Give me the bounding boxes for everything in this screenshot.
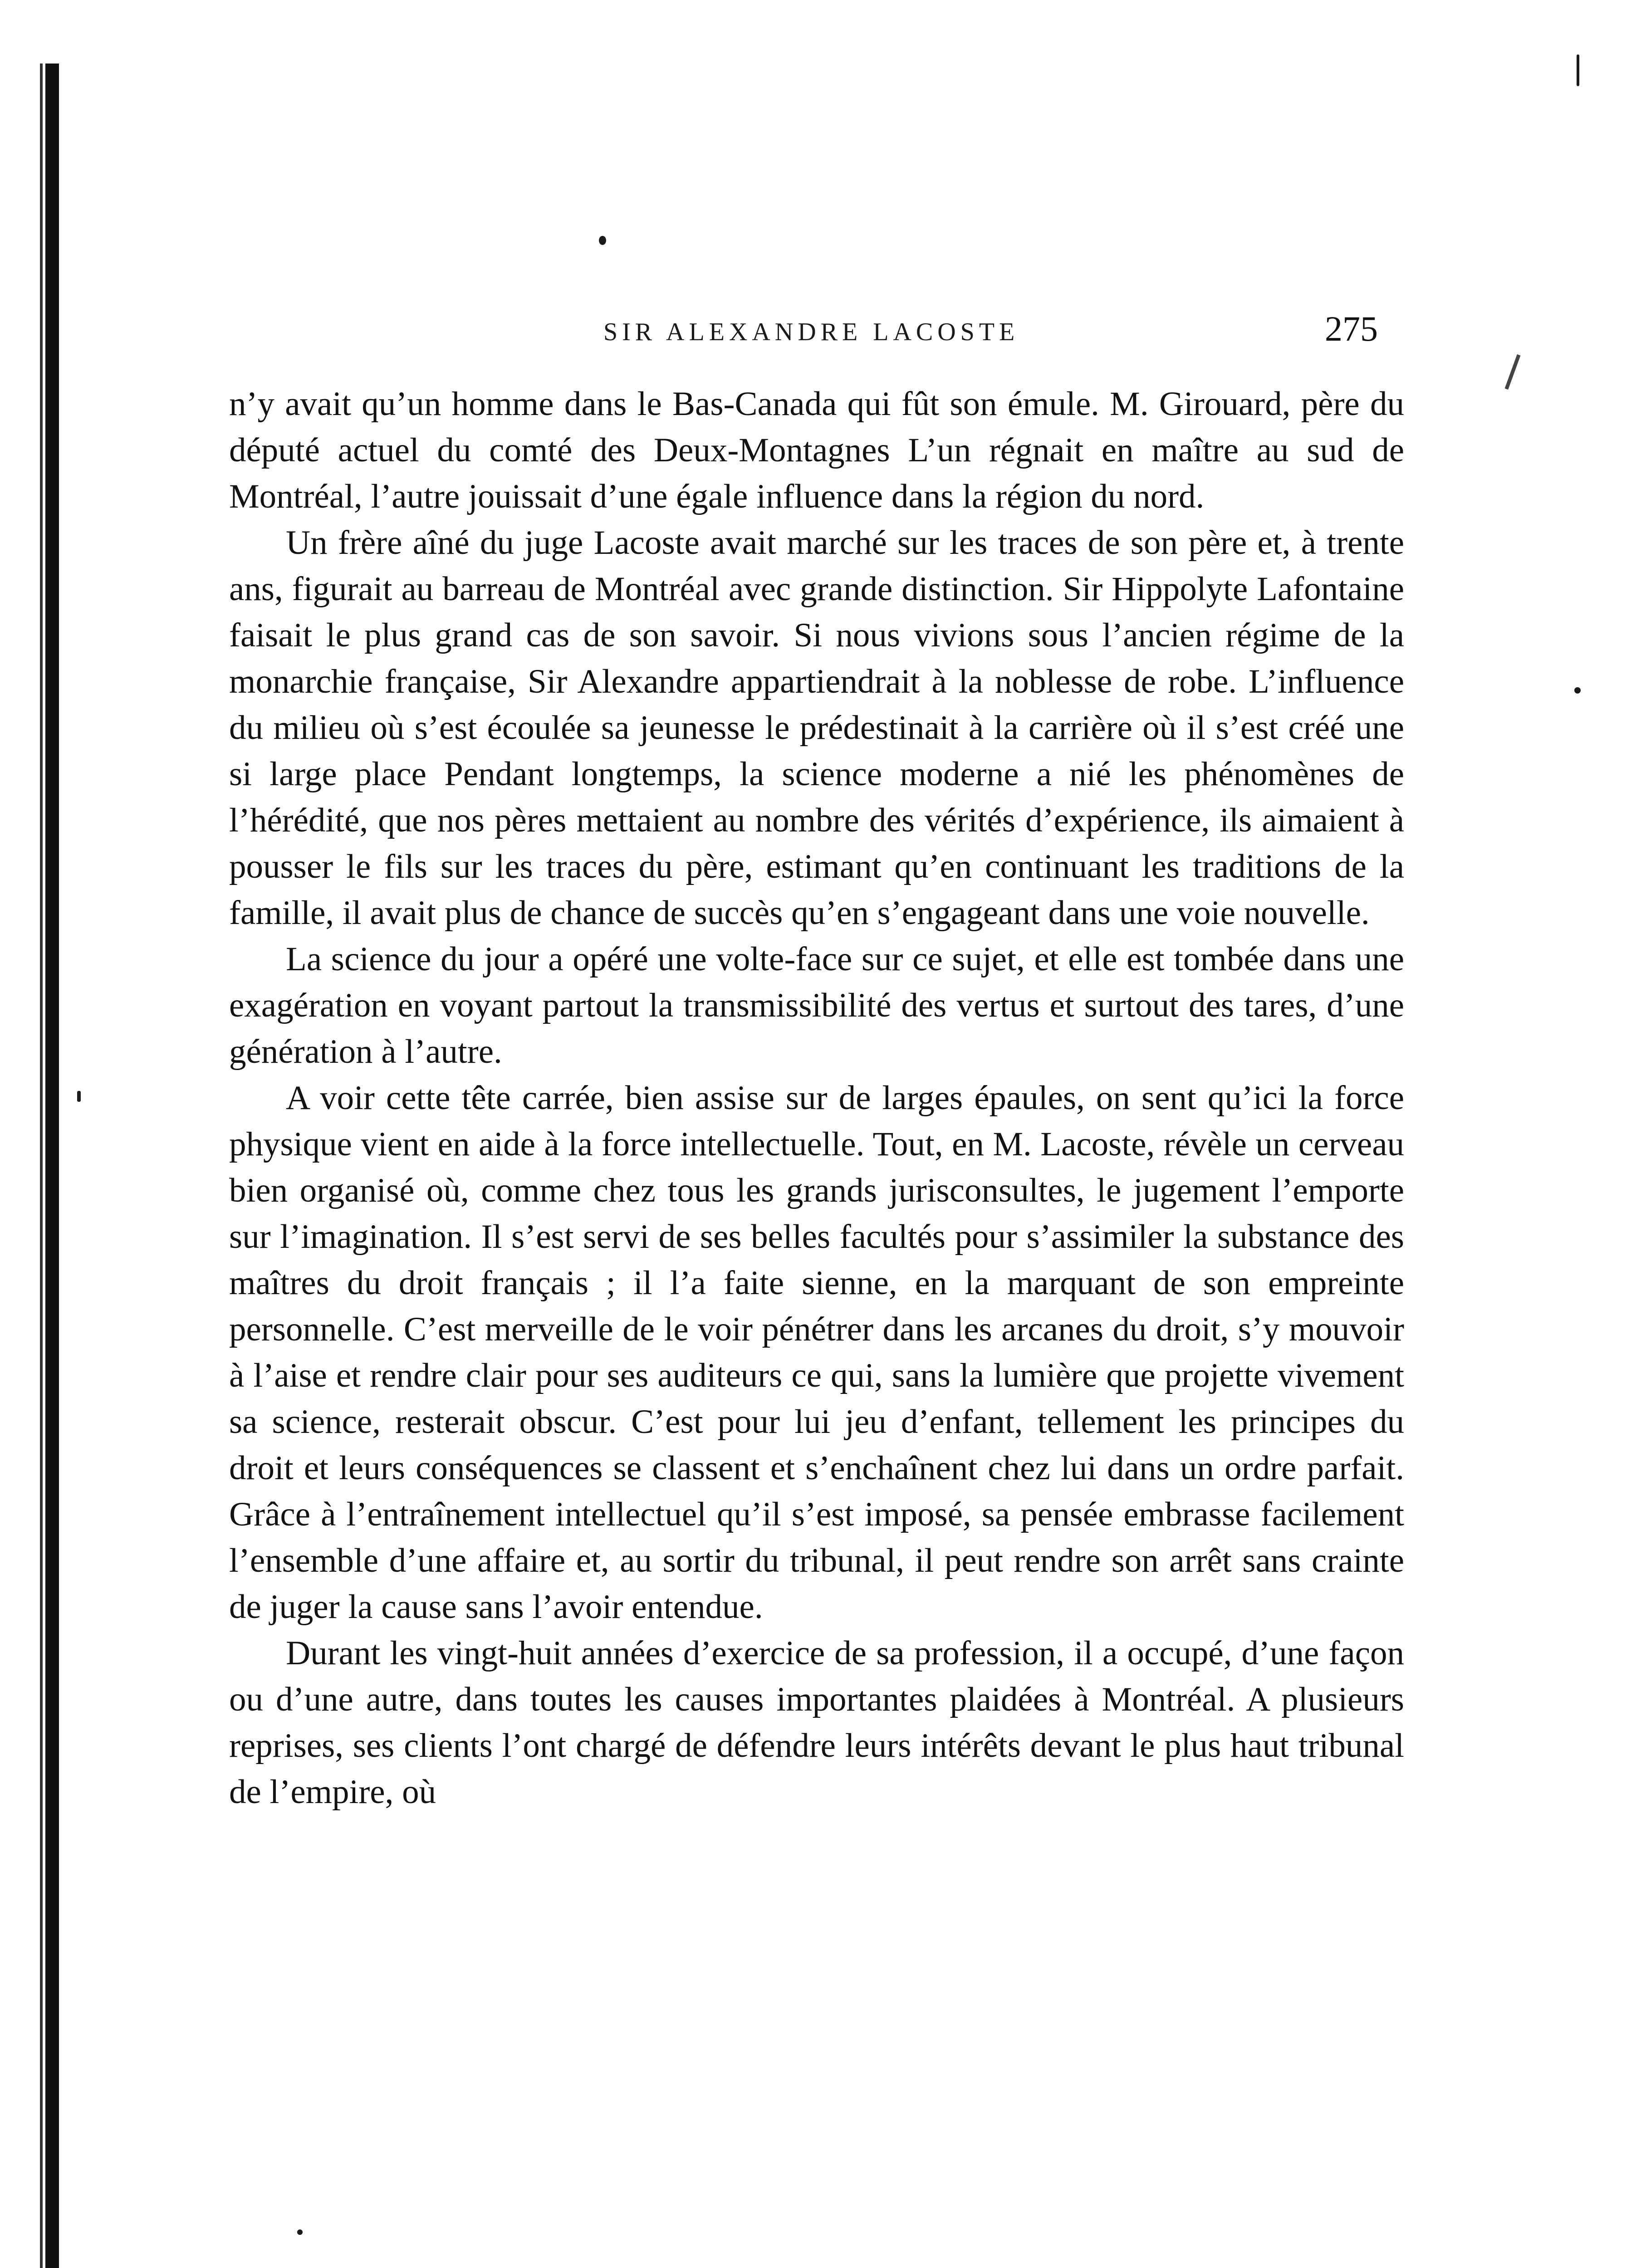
scan-speck [599, 236, 606, 245]
paragraph: Un frère aîné du juge Lacoste avait marché sur les traces de son père et, à trente ans, figurait au barreau de Montréal avec grande distinction. Sir Hippolyte Lafontaine faisait le plus grand cas de son savoir. Si nous vivions sous l’ancien régime de la monarchie française, Sir Alexandre appartiendrait à la noblesse de robe. L’influence du milieu où s’est écoulée sa jeunesse le prédestinait à la carrière où il s’est créé une si large place Pendant longtemps, la science moderne a nié les phénomènes de l’hérédité, que nos pères mettaient au nombre des vérités d’expérience, ils aimaient à pousser le fils sur les traces du père, estimant qu’en continuant les traditions de la famille, il avait plus de chance de succès qu’en s’engageant dans une voie nouvelle. [229, 524, 1404, 932]
scan-binding-edge [45, 64, 59, 2268]
scan-speck [1574, 687, 1581, 694]
page-number: 275 [1325, 309, 1378, 348]
scan-binding-edge-thin [40, 64, 43, 2268]
running-head: SIR ALEXANDRE LACOSTE [603, 318, 1019, 346]
paragraph: La science du jour a opéré une volte-face sur ce sujet, et elle est tombée dans une exagération en voyant partout la transmissibilité des vertus et surtout des tares, d’une génération à l’autre. [229, 940, 1404, 1070]
margin-pencil-mark [1505, 354, 1521, 390]
paragraph: n’y avait qu’un homme dans le Bas-Canada qui fût son émule. M. Girouard, père du député actuel du comté des Deux-Montagnes L’un régnait en maître au sud de Montréal, l’autre jouissait d’une égale influence dans la région du nord. [229, 385, 1404, 515]
scan-speck [1577, 54, 1579, 86]
scan-speck [77, 1091, 81, 1102]
body-text [229, 381, 1404, 1815]
paragraph: Durant les vingt-huit années d’exercice de sa profession, il a occupé, d’une façon ou d’une autre, dans toutes les causes importantes plaidées à Montréal. A plusieurs reprises, ses clients l’ont chargé de défendre leurs intérêts devant le plus haut tribunal de l’empire, où [229, 1634, 1404, 1811]
paragraph: A voir cette tête carrée, bien assise sur de larges épaules, on sent qu’ici la force physique vient en aide à la force intellectuelle. Tout, en M. Lacoste, révèle un cerveau bien organisé où, comme chez tous les grands jurisconsultes, le jugement l’emporte sur l’imagination. Il s’est servi de ses belles facultés pour s’assimiler la substance des maîtres du droit français ; il l’a faite sienne, en la marquant de son empreinte personnelle. C’est merveille de le voir pénétrer dans les arcanes du droit, s’y mouvoir à l’aise et rendre clair pour ses auditeurs ce qui, sans la lumière que projette vivement sa science, resterait obscur. C’est pour lui jeu d’enfant, tellement les principes du droit et leurs conséquences se classent et s’enchaînent chez lui dans un ordre parfait. Grâce à l’entraînement intellectuel qu’il s’est imposé, sa pensée embrasse facilement l’ensemble d’une affaire et, au sortir du tribunal, il peut rendre son arrêt sans crainte de juger la cause sans l’avoir entendue. [229, 1079, 1404, 1626]
scan-speck [297, 2229, 303, 2235]
